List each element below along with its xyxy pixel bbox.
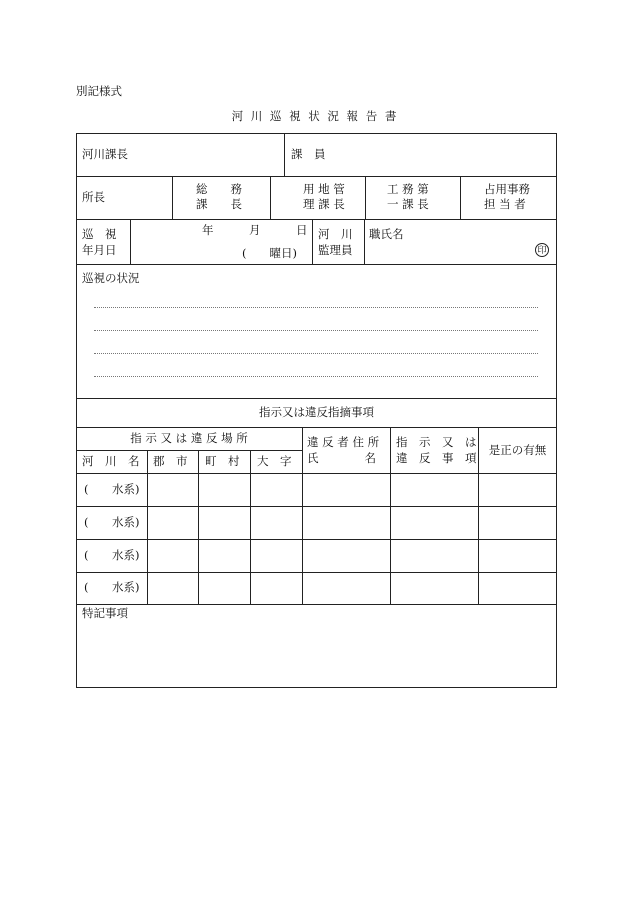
table-row-paren: ( [84, 482, 89, 496]
day-label: 日 [296, 223, 308, 237]
special-notes-label: 特記事項 [82, 606, 128, 620]
table-row-paren: ( [84, 580, 89, 594]
year-label: 年 [202, 223, 214, 237]
instruction-header-line2: 違 反 事 項 [396, 451, 477, 465]
offender-header-line2: 氏 名 [307, 451, 376, 465]
offender-header-line1: 違 反 者 住 所 [307, 435, 380, 449]
patrol-date-label-line1: 巡 視 [82, 227, 117, 241]
table-row-system: 水系) [112, 515, 140, 529]
land-line2: 理 課 長 [303, 197, 345, 211]
staff-label: 課 員 [291, 147, 326, 161]
correction-header: 是正の有無 [488, 443, 547, 457]
table-row-paren: ( [84, 548, 89, 562]
aza-header: 大 字 [257, 454, 292, 468]
town-village-header: 町 村 [205, 454, 240, 468]
table-row-paren: ( [84, 515, 89, 529]
table-row-system: 水系) [112, 548, 140, 562]
river-chief-label: 河川課長 [82, 147, 128, 161]
form-label: 別記様式 [76, 84, 122, 98]
general-affairs-line1: 総 務 [196, 182, 242, 196]
table-row-system: 水系) [112, 482, 140, 496]
land-line1: 用 地 管 [303, 182, 345, 196]
weekday-label: ( 曜日) [242, 246, 297, 260]
river-name-header: 河 川 名 [82, 454, 140, 468]
manager-label-line2: 監理員 [318, 243, 353, 257]
instruction-header-line1: 指 示 又 は [396, 435, 477, 449]
violations-section-title: 指示又は違反指摘事項 [259, 405, 374, 419]
occupancy-line2: 担 当 者 [484, 197, 526, 211]
director-label: 所長 [82, 190, 105, 204]
patrol-date-label-line2: 年月日 [82, 243, 117, 257]
general-affairs-line2: 課 長 [196, 197, 242, 211]
county-city-header: 郡 市 [153, 454, 188, 468]
table-row-system: 水系) [112, 580, 140, 594]
month-label: 月 [249, 223, 261, 237]
manager-label-line1: 河 川 [318, 227, 353, 241]
patrol-status-label: 巡視の状況 [82, 271, 140, 285]
works-line1: 工 務 第 [387, 182, 429, 196]
location-header: 指 示 又 は 違 反 場 所 [130, 431, 248, 445]
works-line2: 一 課 長 [387, 197, 429, 211]
seal-icon: 印 [535, 243, 549, 257]
form-title: 河 川 巡 視 状 況 報 告 書 [231, 109, 399, 123]
occupancy-line1: 占用事務 [484, 182, 530, 196]
name-label: 職氏名 [369, 227, 404, 241]
